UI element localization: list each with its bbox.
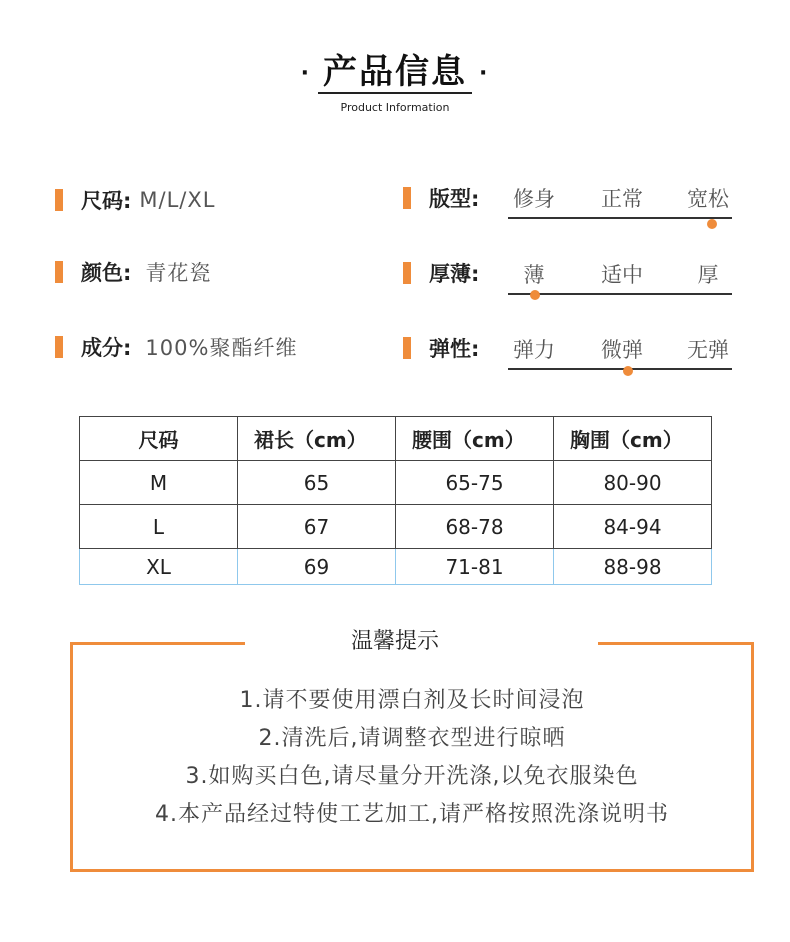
size-table: [79, 416, 712, 585]
page-subtitle: Product Information: [340, 101, 450, 114]
table-cell: 80-90: [554, 461, 712, 505]
table-cell: XL: [80, 549, 238, 585]
spec-size-value: M/L/XL: [139, 188, 216, 212]
table-cell: 65: [238, 461, 396, 505]
option-elasticity-stretch: 弹力: [513, 338, 555, 362]
option-thickness-thick: 厚: [697, 263, 719, 287]
scale-fit: [403, 183, 479, 213]
table-row: [80, 461, 712, 505]
title-text: 产品信息: [323, 52, 467, 92]
scale-thickness: [403, 258, 479, 288]
accent-bar: [403, 262, 411, 284]
table-header-cell: 尺码: [80, 417, 238, 461]
option-fit-loose: 宽松: [687, 187, 729, 211]
scale-knob: [707, 219, 717, 229]
scale-elasticity-options: [508, 334, 732, 384]
table-cell: 71-81: [396, 549, 554, 585]
table-cell: 69: [238, 549, 396, 585]
spec-material-label: 成分:: [81, 336, 132, 360]
scale-elasticity: [403, 333, 479, 363]
spec-color-value: 青花瓷: [145, 261, 212, 285]
scale-track: [508, 293, 732, 295]
option-elasticity-none: 无弹: [687, 338, 729, 362]
table-header-row: [80, 417, 712, 461]
table-header-cell: 裙长（cm）: [238, 417, 396, 461]
table-cell: L: [80, 505, 238, 549]
table-row: [80, 549, 712, 585]
scale-knob: [530, 290, 540, 300]
accent-bar: [55, 189, 63, 211]
scale-elasticity-label: 弹性:: [429, 337, 480, 361]
page-title: [0, 44, 790, 93]
table-cell: 65-75: [396, 461, 554, 505]
tips-title: 温馨提示: [350, 629, 439, 654]
scale-fit-label: 版型:: [429, 187, 480, 211]
title-dot-left: ·: [300, 61, 311, 86]
option-fit-regular: 正常: [601, 187, 643, 211]
spec-material: [55, 332, 297, 362]
scale-fit-options: [508, 183, 732, 233]
table-cell: M: [80, 461, 238, 505]
spec-material-value: 100%聚酯纤维: [145, 336, 298, 360]
spec-color-label: 颜色:: [81, 261, 132, 285]
tips-line: 2.清洗后,请调整衣型进行晾晒: [258, 726, 566, 751]
tips-line: 3.如购买白色,请尽量分开洗涤,以免衣服染色: [185, 764, 639, 789]
option-elasticity-slight: 微弹: [601, 338, 643, 362]
scale-knob: [623, 366, 633, 376]
spec-size: [55, 185, 215, 215]
spec-size-label: 尺码:: [81, 189, 132, 213]
table-header-cell: 腰围（cm）: [396, 417, 554, 461]
table-cell: 84-94: [554, 505, 712, 549]
accent-bar: [403, 187, 411, 209]
table-cell: 68-78: [396, 505, 554, 549]
title-underline: [318, 92, 472, 94]
accent-bar: [55, 261, 63, 283]
table-row: [80, 505, 712, 549]
scale-track: [508, 368, 732, 370]
accent-bar: [403, 337, 411, 359]
option-thickness-medium: 适中: [601, 263, 643, 287]
title-dot-right: ·: [479, 61, 490, 86]
tips-line: 1.请不要使用漂白剂及长时间浸泡: [239, 688, 585, 713]
scale-thickness-label: 厚薄:: [429, 262, 480, 286]
table-header-cell: 胸围（cm）: [554, 417, 712, 461]
tips-list: [70, 682, 754, 834]
option-thickness-thin: 薄: [523, 263, 545, 287]
table-cell: 88-98: [554, 549, 712, 585]
scale-track: [508, 217, 732, 219]
option-fit-slim: 修身: [513, 187, 555, 211]
tips-line: 4.本产品经过特使工艺加工,请严格按照洗涤说明书: [155, 802, 669, 827]
accent-bar: [55, 336, 63, 358]
spec-color: [55, 257, 211, 287]
scale-thickness-options: [508, 259, 732, 309]
table-cell: 67: [238, 505, 396, 549]
